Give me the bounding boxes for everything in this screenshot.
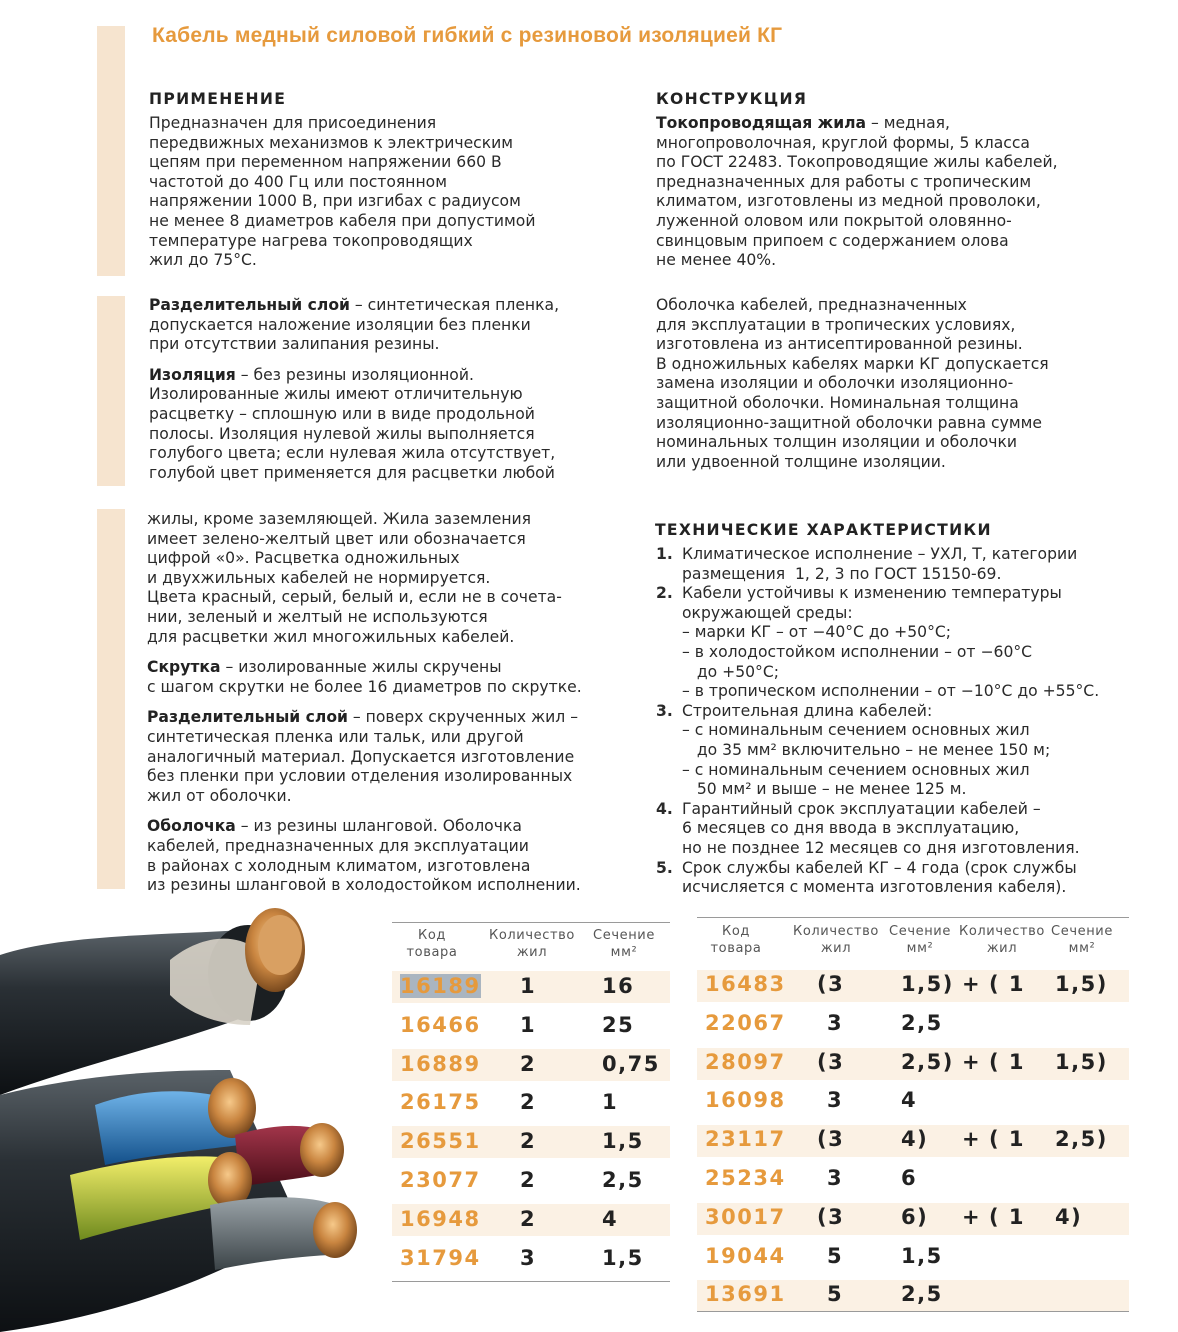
table-row	[697, 1203, 1129, 1235]
application-heading: ПРИМЕНЕНИЕ	[149, 90, 287, 108]
table-row	[392, 971, 670, 1003]
product-code: 16483	[705, 972, 786, 996]
plus-sign: +	[962, 1049, 982, 1074]
table-row	[392, 1243, 670, 1275]
text-line: цепям при переменном напряжении 660 В	[149, 153, 502, 172]
text-line: не менее 8 диаметров кабеля при допустимой	[149, 211, 536, 230]
tech-item-line: окружающей среды:	[682, 603, 853, 622]
core-count-main: 3	[827, 1088, 844, 1113]
construction-text	[656, 114, 1058, 271]
tech-item-line: 50 мм² и выше – не менее 125 м.	[682, 780, 967, 799]
separator1-rest: – синтетическая пленка,	[349, 296, 560, 314]
text-line: в районах с холодным климатом, изготовлена	[147, 856, 531, 875]
cross-section-main: 1,5	[901, 1243, 943, 1268]
text-line: Изолированные жилы имеют отличительную	[149, 385, 523, 404]
text-line: синтетическая пленка или тальк, или другой	[147, 727, 524, 746]
text-line: жилы, кроме заземляющей. Жила заземления	[147, 510, 532, 528]
cross-section-extra: 1,5)	[1055, 1049, 1108, 1074]
cross-section-main: 6	[901, 1166, 918, 1190]
text-line: Оболочка кабелей, предназначенных	[656, 296, 967, 314]
side-bar-1	[97, 26, 125, 276]
text-line: жил до 75°С.	[149, 251, 257, 270]
table-row	[697, 1086, 1129, 1118]
text-line: температуре нагрева токопроводящих	[149, 231, 473, 250]
text-line: полосы. Изоляция нулевой жилы выполняется	[149, 424, 535, 443]
tech-item-line: до +50°С;	[682, 662, 779, 681]
plus-sign: +	[962, 1127, 982, 1152]
tech-item-number: 1.	[656, 545, 673, 563]
cross-section: 0,75	[602, 1051, 660, 1076]
side-bar-2	[97, 296, 125, 486]
cross-section-extra: 2,5)	[1055, 1127, 1108, 1152]
construction-term: Токопроводящая жила	[656, 114, 867, 132]
side-bar-3	[97, 509, 125, 889]
core-count: 2	[520, 1129, 537, 1154]
table1-header-count: Количество жил	[489, 928, 575, 960]
twisting-rest: – изолированные жилы скручены	[220, 658, 502, 677]
product-code: 30017	[705, 1204, 786, 1229]
text-line: расцветку – сплошную или в виде продольной	[149, 404, 535, 423]
core-count-main: (3	[817, 1127, 845, 1152]
text-line: при отсутствии залипания резины.	[149, 335, 440, 354]
product-code: 28097	[705, 1049, 786, 1074]
table2-header-count2: Количество жил	[959, 924, 1045, 956]
text-line: многопроволочная, круглой формы, 5 класса	[656, 133, 1030, 152]
text-line: защитной оболочки. Номинальная толщина	[656, 393, 1019, 412]
text-line: В одножильных кабелях марки КГ допускается	[656, 354, 1049, 373]
tech-item-number: 4.	[656, 799, 673, 818]
cross-section: 1	[602, 1090, 619, 1115]
separator1-term: Разделительный слой	[149, 296, 350, 314]
core-count: 2	[520, 1168, 537, 1192]
product-code: 16466	[400, 1012, 481, 1037]
cross-section: 1,5	[602, 1245, 644, 1270]
core-count: 2	[520, 1090, 537, 1115]
text-line: аналогичный материал. Допускается изготовление	[147, 747, 575, 766]
text-line: климатом, изготовлены из медной проволоки,	[656, 192, 1041, 211]
table1-header	[392, 922, 670, 960]
cross-section-main: 2,5)	[901, 1049, 954, 1074]
plus-sign: +	[962, 1204, 982, 1229]
core-count: 1	[520, 1012, 537, 1037]
cross-section-main: 4	[901, 1088, 918, 1113]
construction-sheath-text	[656, 296, 1049, 472]
text-line: Предназначен для присоединения	[149, 114, 437, 132]
sheath-term: Оболочка	[147, 817, 236, 836]
table-row	[697, 1164, 1129, 1196]
core-count: 2	[520, 1206, 537, 1231]
product-code: 26175	[400, 1090, 481, 1115]
product-code: 23117	[705, 1127, 786, 1152]
table-row	[392, 1087, 670, 1119]
tech-item-line: но не позднее 12 месяцев со дня изготовления.	[682, 838, 1080, 857]
table1-header-section: Сечение мм²	[593, 928, 655, 960]
insulation-term: Изоляция	[149, 365, 236, 384]
cross-section: 25	[602, 1012, 635, 1037]
tech-item-number: 5.	[656, 858, 673, 877]
product-code: 22067	[705, 1010, 786, 1035]
text-line: луженной оловом или покрытой оловянно-	[656, 211, 1012, 230]
table-row	[697, 1280, 1129, 1312]
text-line: кабелей, предназначенных для эксплуатации	[147, 836, 529, 855]
single-core-cable	[0, 908, 305, 1095]
table-row	[697, 1048, 1129, 1080]
core-count-main: 3	[827, 1010, 844, 1035]
text-line: из резины шланговой в холодостойком исполнении.	[147, 876, 581, 895]
table-single	[392, 922, 670, 1282]
table-row	[392, 1165, 670, 1197]
tech-item-line: – марки КГ – от −40°С до +50°С;	[682, 623, 952, 642]
product-code: 19044	[705, 1243, 786, 1268]
product-code: 31794	[400, 1245, 481, 1270]
table-row	[697, 1125, 1129, 1157]
text-line: передвижных механизмов к электрическим	[149, 133, 514, 152]
cross-section-extra: 1,5)	[1055, 972, 1108, 996]
tech-item-line: Кабели устойчивы к изменению температуры	[682, 584, 1062, 603]
construction-rest: – медная,	[866, 114, 951, 132]
product-code: 26551	[400, 1129, 481, 1154]
cross-section: 1,5	[602, 1129, 644, 1154]
table1-header-code: Код товара	[406, 928, 458, 960]
text-line: номинальных толщин изоляции и оболочки	[656, 433, 1018, 452]
text-line: допускается наложение изоляции без пленки	[149, 315, 531, 334]
product-code: 16948	[400, 1206, 481, 1231]
text-line: изоляционно-защитной оболочки равна сумме	[656, 413, 1042, 432]
cable-illustration	[0, 895, 380, 1332]
product-code: 23077	[400, 1168, 481, 1192]
text-line: для расцветки жил многожильных кабелей.	[147, 627, 515, 646]
cross-section: 4	[602, 1206, 619, 1231]
construction-heading: КОНСТРУКЦИЯ	[656, 90, 808, 108]
cross-section-main: 2,5	[901, 1010, 943, 1035]
tech-list	[656, 545, 1099, 898]
tech-item-line: размещения 1, 2, 3 по ГОСТ 15150-69.	[682, 564, 1002, 583]
text-line: цифрой «0». Расцветка одножильных	[147, 549, 460, 568]
cross-section-main: 6)	[901, 1204, 929, 1229]
table-row	[697, 970, 1129, 1002]
tech-item-line: исчисляется с момента изготовления кабеля).	[682, 878, 1067, 897]
tech-item-line: – в тропическом исполнении – от −10°С до +55°С.	[682, 682, 1100, 701]
text-line: частотой до 400 Гц или постоянном	[149, 172, 447, 191]
cross-section-extra: 4)	[1055, 1204, 1083, 1229]
text-line: без пленки при условии отделения изолированных	[147, 767, 573, 786]
text-line: с шагом скрутки не более 16 диаметров по скрутке.	[147, 677, 582, 696]
cross-section: 16	[602, 974, 635, 998]
table-row	[392, 1049, 670, 1081]
tech-item	[656, 859, 1099, 898]
core-count-main: (3	[817, 1049, 845, 1074]
text-line: голубой цвет применяется для расцветки любой	[149, 463, 555, 482]
cross-section: 2,5	[602, 1168, 644, 1192]
table2-header-section1: Сечение мм²	[889, 924, 951, 956]
text-line: замена изоляции и оболочки изоляционно-	[656, 374, 1014, 393]
table2-header	[697, 917, 1129, 956]
core-count-main: 5	[827, 1282, 844, 1307]
table-row	[392, 1010, 670, 1042]
tech-item	[656, 545, 1099, 584]
product-code: 25234	[705, 1166, 786, 1190]
product-code: 13691	[705, 1282, 786, 1307]
core-count-extra: ( 1	[989, 1204, 1026, 1229]
cross-section-main: 4)	[901, 1127, 929, 1152]
text-line: или удвоенной толщине изоляции.	[656, 452, 946, 471]
separator-layer-1	[149, 296, 559, 483]
core-count-extra: ( 1	[989, 1127, 1026, 1152]
core-count: 2	[520, 1051, 537, 1076]
text-line: по ГОСТ 22483. Токопроводящие жилы кабелей,	[656, 153, 1058, 172]
text-line: для эксплуатации в тропических условиях,	[656, 315, 1016, 334]
tech-item	[656, 584, 1099, 702]
sheath-rest: – из резины шланговой. Оболочка	[235, 817, 522, 836]
table-row	[697, 1009, 1129, 1041]
product-code: 16189	[400, 974, 481, 998]
insulation-rest: – без резины изоляционной.	[235, 365, 474, 384]
tech-item-line: Климатическое исполнение – УХЛ, Т, категории	[682, 545, 1078, 563]
text-line: напряжении 1000 В, при изгибах с радиусом	[149, 192, 521, 211]
tech-item-line: Срок службы кабелей КГ – 4 года (срок службы	[682, 858, 1077, 877]
plus-sign: +	[962, 972, 982, 996]
table2-header-section2: Сечение мм²	[1051, 924, 1113, 956]
core-count-main: 3	[827, 1166, 844, 1190]
text-line: Цвета красный, серый, белый и, если не в сочета-	[147, 588, 562, 607]
core-count-main: (3	[817, 972, 845, 996]
text-line: не менее 40%.	[656, 251, 777, 270]
core-count: 3	[520, 1245, 537, 1270]
application-text	[149, 114, 535, 271]
cross-section-main: 1,5)	[901, 972, 954, 996]
tech-item-line: Гарантийный срок эксплуатации кабелей –	[682, 799, 1041, 818]
left-lower-text	[147, 510, 582, 896]
table-row	[697, 1242, 1129, 1274]
multi-core-cable	[0, 1070, 357, 1332]
core-count-extra: ( 1	[989, 1049, 1026, 1074]
text-line: предназначенных для работы с тропическим	[656, 172, 1032, 191]
table-row	[392, 1204, 670, 1236]
core-count: 1	[520, 974, 537, 998]
core-count-main: (3	[817, 1204, 845, 1229]
table-row	[392, 1126, 670, 1158]
text-line: изготовлена из антисептированной резины.	[656, 335, 1023, 354]
tech-item-line: – в холодостойком исполнении – от −60°С	[682, 642, 1033, 661]
core-count-main: 5	[827, 1243, 844, 1268]
product-code: 16098	[705, 1088, 786, 1113]
tech-item-number: 2.	[656, 584, 673, 603]
cross-section-main: 2,5	[901, 1282, 943, 1307]
tech-item-line: – с номинальным сечением основных жил	[682, 760, 1030, 779]
tech-heading: ТЕХНИЧЕСКИЕ ХАРАКТЕРИСТИКИ	[655, 521, 992, 539]
page-title: Кабель медный силовой гибкий с резиновой изоляцией КГ	[152, 24, 783, 47]
tech-item-line: – с номинальным сечением основных жил	[682, 721, 1030, 740]
twisting-term: Скрутка	[147, 658, 221, 677]
table2-header-count1: Количество жил	[793, 924, 879, 956]
separator2-rest: – поверх скрученных жил –	[347, 708, 578, 727]
table-composite	[697, 917, 1129, 1312]
tech-item-number: 3.	[656, 701, 673, 720]
tech-item	[656, 800, 1099, 859]
tech-item-line: Строительная длина кабелей:	[682, 701, 933, 720]
text-line: нии, зеленый и желтый не используются	[147, 607, 488, 626]
separator2-term: Разделительный слой	[147, 708, 348, 727]
text-line: и двухжильных кабелей не нормируется.	[147, 568, 491, 587]
tech-item-line: до 35 мм² включительно – не менее 150 м;	[682, 740, 1051, 759]
text-line: свинцовым припоем с содержанием олова	[656, 231, 1009, 250]
text-line: жил от оболочки.	[147, 786, 292, 805]
tech-item-line: 6 месяцев со дня ввода в эксплуатацию,	[682, 819, 1020, 838]
tech-item	[656, 702, 1099, 800]
text-line: имеет зелено-желтый цвет или обозначается	[147, 529, 526, 548]
product-code: 16889	[400, 1051, 481, 1076]
core-count-extra: ( 1	[989, 972, 1026, 996]
text-line: голубого цвета; если нулевая жила отсутствует,	[149, 444, 556, 463]
table2-header-code: Код товара	[710, 924, 762, 956]
